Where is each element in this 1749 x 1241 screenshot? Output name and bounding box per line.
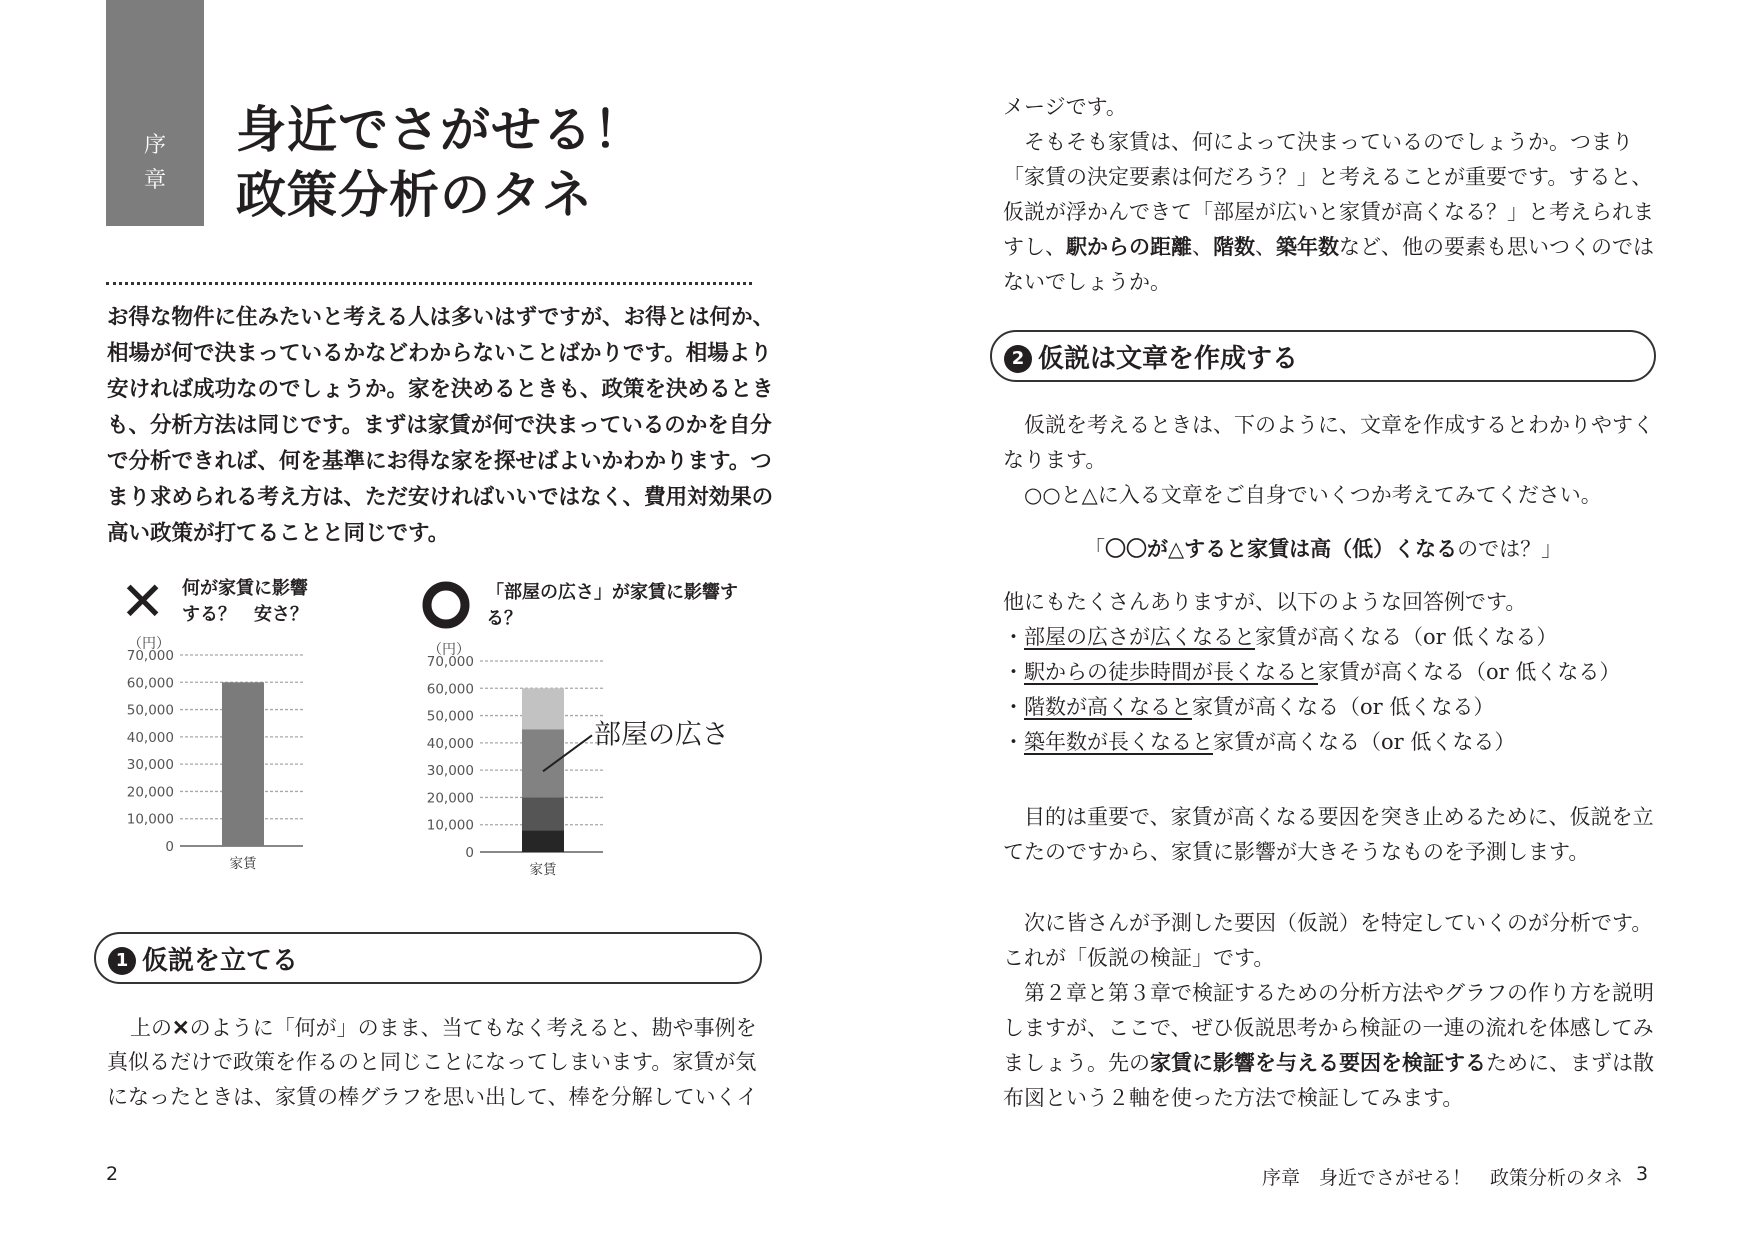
y-tick-label: 60,000 xyxy=(426,681,474,698)
circle-mark-icon xyxy=(421,580,471,630)
examples-intro: 他にもたくさんありますが、以下のような回答例です。 xyxy=(1003,590,1527,614)
circle-panel-label-line2: る？ xyxy=(486,608,522,629)
section-2-title: 仮説は文章を作成する xyxy=(1038,344,1299,374)
circle-panel-label-line1: 「部屋の広さ」が家賃に影響す xyxy=(486,582,738,603)
stack-segment-4 xyxy=(522,688,564,729)
right-line: メージです。 xyxy=(1003,95,1127,119)
cross-mark-icon: ✕ xyxy=(120,570,166,633)
chapter-title-line2: 政策分析のタネ xyxy=(236,166,593,224)
intro-line: まり求められる考え方は、ただ安ければいいではなく、費用対効果の xyxy=(107,485,774,510)
intro-line: 安ければ成功なのでしょうか。家を決めるときも、政策を決めるとき xyxy=(107,377,774,402)
next-line: ましょう。先の家賃に影響を与える要因を検証するために、まずは散 xyxy=(1003,1051,1654,1075)
section-2-number: 2 xyxy=(1004,345,1032,373)
y-tick-label: 20,000 xyxy=(126,784,174,801)
intro-line: も、分析方法は同じです。まずは家賃が何で決まっているのかを自分 xyxy=(107,413,772,438)
purpose-line: 目的は重要で、家賃が高くなる要因を突き止めるために、仮説を立 xyxy=(1024,805,1654,829)
stack-segment-3 xyxy=(522,729,564,797)
x-category-label: 家賃 xyxy=(529,862,557,878)
section2-line: ○○と△に入る文章をご自身でいくつか考えてみてください。 xyxy=(1024,483,1602,507)
rent-bar xyxy=(222,682,264,846)
y-tick-label: 70,000 xyxy=(426,654,474,670)
right-line: そもそも家賃は、何によって決まっているのでしょうか。つまり xyxy=(1024,130,1633,154)
y-unit-label: （円） xyxy=(128,636,170,652)
intro-line: 相場が何で決まっているかなどわからないことばかりです。相場より xyxy=(107,341,772,366)
hypothesis-template: 「〇〇が△すると家賃は高（低）くなるのでは？」 xyxy=(1084,537,1563,561)
chapter-tab-line1: 序 xyxy=(143,133,166,158)
dotted-divider xyxy=(106,282,752,285)
y-tick-label: 60,000 xyxy=(126,675,174,692)
purpose-line: てたのですから、家賃に影響が大きそうなものを予測します。 xyxy=(1003,840,1590,864)
y-tick-label: 50,000 xyxy=(426,708,474,725)
x-category-label: 家賃 xyxy=(229,856,257,872)
cross-panel-label-line1: 何が家賃に影響 xyxy=(182,578,308,599)
right-line: ないでしょうか。 xyxy=(1003,270,1171,294)
y-tick-label: 0 xyxy=(165,839,174,855)
section2-line: 仮説を考えるときは、下のように、文章を作成するとわかりやすく xyxy=(1024,413,1654,437)
y-tick-label: 10,000 xyxy=(426,817,474,834)
y-tick-label: 30,000 xyxy=(126,757,174,774)
left-page-number: 2 xyxy=(106,1163,119,1185)
next-line: しますが、ここで、ぜひ仮説思考から検証の一連の流れを体感してみ xyxy=(1003,1016,1654,1040)
right-line: 「家賃の決定要素は何だろう？」と考えることが重要です。すると、 xyxy=(1003,165,1653,189)
y-tick-label: 40,000 xyxy=(126,729,174,746)
next-line: 布図という２軸を使った方法で検証してみます。 xyxy=(1003,1086,1464,1110)
example-item: ・築年数が長くなると家賃が高くなる（or 低くなる） xyxy=(1003,730,1516,754)
right-line: すし、駅からの距離、階数、築年数など、他の要素も思いつくのでは xyxy=(1003,235,1654,259)
example-item: ・階数が高くなると家賃が高くなる（or 低くなる） xyxy=(1003,695,1495,719)
y-tick-label: 70,000 xyxy=(126,648,174,664)
section-1-title: 仮説を立てる xyxy=(142,946,299,976)
rent-bar-chart xyxy=(110,630,310,880)
y-tick-label: 50,000 xyxy=(126,702,174,719)
y-tick-label: 10,000 xyxy=(126,811,174,828)
cross-mark-inline-icon: ✕ xyxy=(172,1015,190,1040)
rent-stacked-bar-chart xyxy=(410,636,750,886)
intro-line: お得な物件に住みたいと考える人は多いはずですが、お得とは何か、 xyxy=(107,305,775,330)
example-item: ・駅からの徒歩時間が長くなると家賃が高くなる（or 低くなる） xyxy=(1003,660,1621,684)
section1-line: 上の✕のように「何が」のまま、当てもなく考えると、勘や事例を xyxy=(130,1015,757,1040)
chapter-tab-line2: 章 xyxy=(143,168,166,193)
next-line: 第２章と第３章で検証するための分析方法やグラフの作り方を説明 xyxy=(1024,981,1654,1005)
annotation-label: 部屋の広さ xyxy=(594,719,729,751)
section-1-number: 1 xyxy=(108,947,136,975)
y-unit-label: （円） xyxy=(428,642,470,658)
cross-panel-label-line2: する？ 安さ？ xyxy=(182,604,308,625)
section1-line: 真似るだけで政策を作るのと同じことになってしまいます。家賃が気 xyxy=(107,1050,757,1074)
stack-segment-2 xyxy=(522,797,564,830)
y-tick-label: 30,000 xyxy=(426,763,474,780)
section2-line: なります。 xyxy=(1003,448,1107,472)
right-page-number: 3 xyxy=(1636,1163,1649,1185)
chapter-tab xyxy=(106,0,204,226)
y-tick-label: 40,000 xyxy=(426,735,474,752)
example-item: ・部屋の広さが広くなると家賃が高くなる（or 低くなる） xyxy=(1003,625,1558,649)
intro-line: で分析できれば、何を基準にお得な家を探せばよいかわかります。つ xyxy=(107,449,772,474)
y-tick-label: 20,000 xyxy=(426,790,474,807)
next-line: これが「仮説の検証」です。 xyxy=(1003,946,1275,970)
next-line: 次に皆さんが予測した要因（仮説）を特定していくのが分析です。 xyxy=(1024,911,1653,935)
running-head: 序章 身近でさがせる！ 政策分析のタネ xyxy=(1262,1167,1624,1189)
intro-line: 高い政策が打てることと同じです。 xyxy=(107,521,450,546)
section1-line: になったときは、家賃の棒グラフを思い出して、棒を分解していくイ xyxy=(107,1085,758,1109)
right-line: 仮説が浮かんできて「部屋が広いと家賃が高くなる？」と考えられま xyxy=(1003,200,1654,224)
y-tick-label: 0 xyxy=(465,845,474,861)
section-1-header xyxy=(94,932,762,984)
chapter-title-line1: 身近でさがせる！ xyxy=(236,101,644,159)
section-2-header xyxy=(990,330,1656,382)
stack-segment-1 xyxy=(522,830,564,852)
